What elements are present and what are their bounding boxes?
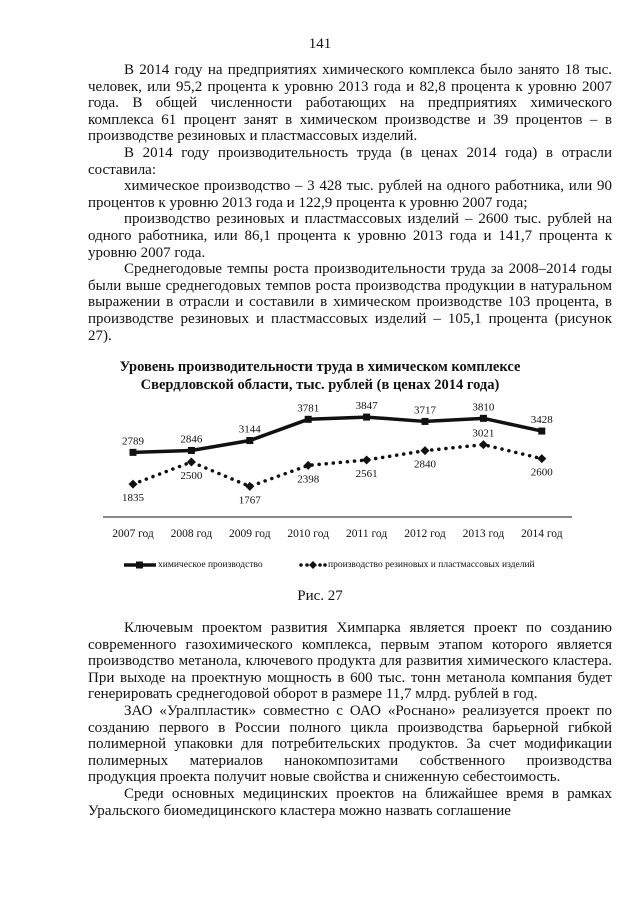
data-point-chemical [480,415,487,422]
data-label-rubber-plastic: 2398 [297,473,320,486]
data-label-rubber-plastic: 2840 [414,458,436,471]
paragraph: Среднегодовые темпы роста производительности труда за 2008–2014 годы были выше среднегодовых темпов роста производства продукции в натуральном выражении в отрасли и составили в химическом производстве 103 процента, в производстве резиновых и пластмассовых изделий – 105,1 процента (рисунок 27). [88,261,612,344]
data-label-chemical: 3781 [297,402,320,415]
body-text-top [88,62,612,344]
legend-label: производство резиновых и пластмассовых изделий [328,560,535,570]
productivity-line-chart [0,400,640,560]
data-point-chemical [422,418,429,425]
data-point-chemical [246,437,253,444]
data-point-chemical [363,414,370,421]
page-number: 141 [308,36,332,52]
chart-title-line: Свердловской области, тыс. рублей (в ценах 2014 года) [140,377,500,393]
x-tick-label: 2009 год [229,528,271,540]
data-label-rubber-plastic: 3021 [472,427,495,440]
legend-dotted-line-icon [298,560,328,570]
x-tick-label: 2008 год [170,528,213,540]
data-point-rubber-plastic [537,454,546,463]
data-label-chemical: 3847 [355,400,378,413]
data-point-rubber-plastic [362,455,371,464]
body-text-bottom [88,620,612,819]
data-label-chemical: 2789 [122,435,144,448]
data-label-rubber-plastic: 2500 [180,470,203,482]
figure-caption: Рис. 27 [297,588,343,604]
paragraph: производство резиновых и пластмассовых изделий – 2600 тыс. рублей на одного работника, или 86,1 процента к уровню 2013 года и 141,7 процента к уровню 2007 года. [88,211,612,261]
data-point-rubber-plastic [187,458,196,467]
data-point-rubber-plastic [129,480,138,489]
data-label-chemical: 3717 [414,404,436,417]
data-point-rubber-plastic [304,461,313,470]
data-point-rubber-plastic [245,482,254,491]
data-label-chemical: 3144 [238,423,261,436]
x-tick-label: 2014 год [521,528,563,540]
data-point-chemical [305,416,312,423]
paragraph: Среди основных медицинских проектов на ближайшее время в рамках Уральского биомедицинского кластера можно назвать соглашение [88,785,612,819]
data-point-chemical [130,449,137,456]
data-point-rubber-plastic [421,446,430,455]
x-tick-label: 2013 год [462,528,505,540]
data-label-chemical: 2846 [180,433,203,446]
legend-item-rubber-plastic [298,560,535,570]
x-tick-label: 2012 год [404,528,446,540]
x-tick-label: 2007 год [112,528,154,540]
data-point-chemical [538,428,545,435]
data-point-chemical [188,447,195,454]
data-label-rubber-plastic: 2561 [355,467,378,480]
data-label-chemical: 3810 [472,401,495,414]
x-tick-label: 2010 год [287,528,329,540]
paragraph: химическое производство – 3 428 тыс. рублей на одного работника, или 90 процентов к уровню 2013 года и 122,9 процента к уровню 2007 года; [88,178,612,211]
legend-label: химическое производство [158,560,263,570]
chart-title-line: Уровень производительности труда в химическом комплексе [119,359,521,375]
data-label-rubber-plastic: 1835 [122,492,144,505]
paragraph: В 2014 году на предприятиях химического комплекса было занято 18 тыс. человек, или 95,2 процента к уровню 2013 года и 82,8 процента к уровню 2007 года. В общей численности работающих на предприятиях химического комплекса 61 процент занят в химическом производстве и 39 процентов – в производстве резиновых и пластмассовых изделий. [88,62,612,145]
legend-solid-line-icon [122,560,158,570]
data-label-rubber-plastic: 2600 [530,466,553,479]
paragraph: ЗАО «Уралпластик» совместно с ОАО «Роснано» реализуется проект по созданию первого в России полного цикла производства барьерной гибкой полимерной упаковки для потребительских продуктов. За счет модификации полимерных материалов нанокомпозитами собственного производства продукция проекта получит новые свойства и сниженную себестоимость. [88,702,612,786]
legend-item-chemical [122,560,263,570]
data-point-rubber-plastic [479,440,488,449]
chart-title [0,358,640,394]
paragraph: Ключевым проектом развития Химпарка является проект по созданию современного газохимического комплекса, первым этапом которого является производство метанола, ключевого продукта для развития химического кластера. При выходе на проектную мощность в 600 тыс. тонн метанола компания будет генерировать среднегодовой оборот в размере 11,7 млрд. рублей в год. [88,620,612,703]
x-tick-label: 2011 год [346,528,388,540]
data-label-rubber-plastic: 1767 [238,494,261,507]
paragraph: В 2014 году производительность труда (в ценах 2014 года) в отрасли составила: [88,144,612,178]
data-label-chemical: 3428 [530,414,553,427]
